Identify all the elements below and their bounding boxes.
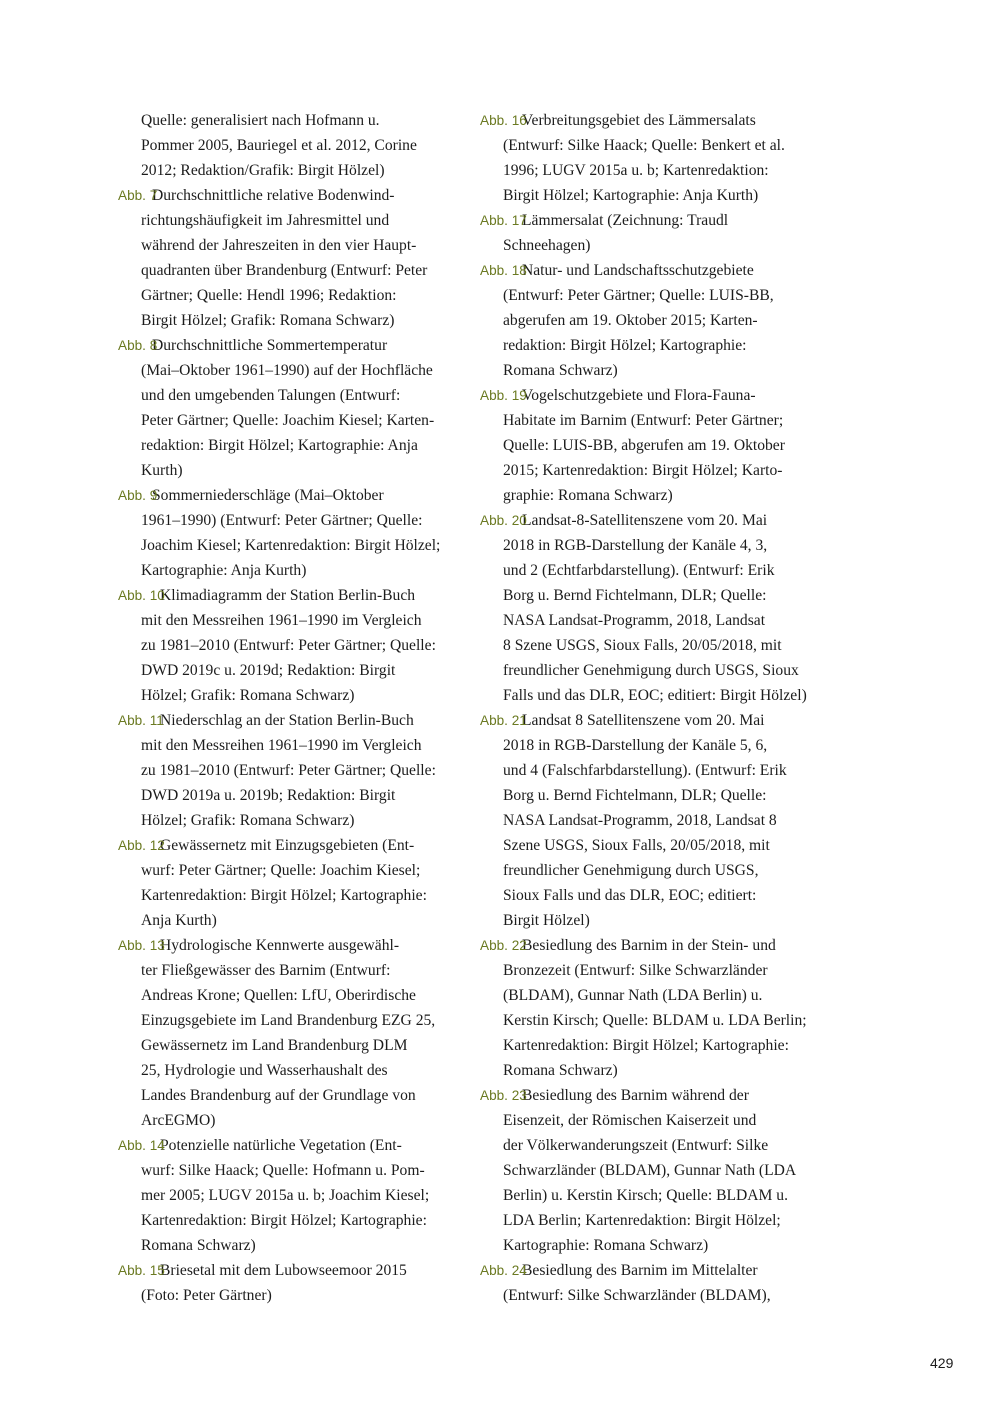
figure-label: Abb. 21 (480, 713, 527, 728)
caption-line: Landsat-8-Satellitenszene vom 20. Mai (522, 512, 768, 529)
caption-line: Szene USGS, Sioux Falls, 20/05/2018, mit (503, 837, 770, 854)
caption-line: während der Jahreszeiten in den vier Haupt- (141, 237, 417, 254)
caption-line: NASA Landsat-Programm, 2018, Landsat (503, 612, 766, 629)
caption-entry (480, 258, 825, 383)
caption-entry (118, 483, 463, 583)
caption-line: (Entwurf: Silke Schwarzländer (BLDAM), (503, 1287, 771, 1304)
caption-line: quadranten über Brandenburg (Entwurf: Peter (141, 262, 428, 279)
caption-entry (480, 383, 825, 508)
caption-line: abgerufen am 19. Oktober 2015; Karten- (503, 312, 758, 329)
caption-line: 8 Szene USGS, Sioux Falls, 20/05/2018, mit (503, 637, 782, 654)
caption-line: Quelle: LUIS-BB, abgerufen am 19. Oktober (503, 437, 785, 454)
figure-label: Abb. 24 (480, 1263, 527, 1278)
figure-label: Abb. 22 (480, 938, 527, 953)
figure-label: Abb. 13 (118, 938, 165, 953)
figure-label: Abb. 12 (118, 838, 165, 853)
caption-line: Kartographie: Anja Kurth) (141, 562, 307, 579)
figure-label: Abb. 19 (480, 388, 527, 403)
caption-line: der Völkerwanderungszeit (Entwurf: Silke (503, 1137, 769, 1154)
caption-line: Kartenredaktion: Birgit Hölzel; Kartographie: (503, 1037, 789, 1054)
caption-line: Sioux Falls und das DLR, EOC; editiert: (503, 887, 757, 904)
caption-entry (480, 1258, 825, 1308)
caption-line: ArcEGMO) (141, 1112, 216, 1129)
caption-line: Borg u. Bernd Fichtelmann, DLR; Quelle: (503, 787, 767, 804)
caption-line: Birgit Hölzel; Kartographie: Anja Kurth) (503, 187, 759, 204)
caption-line: Romana Schwarz) (141, 1237, 256, 1254)
caption-line: Anja Kurth) (141, 912, 217, 929)
figure-label: Abb. 11 (118, 713, 164, 728)
caption-line: NASA Landsat-Programm, 2018, Landsat 8 (503, 812, 777, 829)
caption-line: Besiedlung des Barnim in der Stein- und (522, 937, 776, 954)
caption-entry (480, 933, 825, 1083)
caption-line: Gewässernetz im Land Brandenburg DLM (141, 1037, 408, 1054)
figure-label: Abb. 16 (480, 113, 527, 128)
caption-entry (480, 108, 825, 208)
caption-line: und 2 (Echtfarbdarstellung). (Entwurf: Erik (503, 562, 775, 579)
caption-line: redaktion: Birgit Hölzel; Kartographie: Anja (141, 437, 418, 454)
caption-line: und 4 (Falschfarbdarstellung). (Entwurf: Erik (503, 762, 787, 779)
caption-line: Klimadiagramm der Station Berlin-Buch (160, 587, 416, 604)
caption-line: Berlin) u. Kerstin Kirsch; Quelle: BLDAM u. (503, 1187, 788, 1204)
caption-line: Natur- und Landschaftsschutzgebiete (522, 262, 754, 279)
page-number: 429 (930, 1355, 954, 1371)
caption-line: Andreas Krone; Quellen: LfU, Oberirdische (141, 987, 416, 1004)
caption-line: freundlicher Genehmigung durch USGS, Sioux (503, 662, 799, 679)
caption-line: wurf: Silke Haack; Quelle: Hofmann u. Pom- (141, 1162, 425, 1179)
caption-entry (118, 708, 463, 833)
caption-entry (118, 108, 463, 183)
figure-label: Abb. 14 (118, 1138, 165, 1153)
figure-label: Abb. 9 (118, 488, 158, 503)
caption-line: freundlicher Genehmigung durch USGS, (503, 862, 759, 879)
figure-label: Abb. 15 (118, 1263, 165, 1278)
caption-line: Einzugsgebiete im Land Brandenburg EZG 25, (141, 1012, 436, 1029)
caption-entry (118, 583, 463, 708)
caption-line: Briesetal mit dem Lubowseemoor 2015 (160, 1262, 407, 1279)
caption-line: Kurth) (141, 462, 183, 479)
caption-line: LDA Berlin; Kartenredaktion: Birgit Hölzel; (503, 1212, 781, 1229)
caption-line: 2018 in RGB-Darstellung der Kanäle 4, 3, (503, 537, 768, 554)
caption-line: Besiedlung des Barnim während der (522, 1087, 749, 1104)
caption-line: und den umgebenden Talungen (Entwurf: (141, 387, 401, 404)
caption-line: 2018 in RGB-Darstellung der Kanäle 5, 6, (503, 737, 768, 754)
caption-line: mer 2005; LUGV 2015a u. b; Joachim Kiesel; (141, 1187, 430, 1204)
caption-line: Besiedlung des Barnim im Mittelalter (522, 1262, 758, 1279)
figure-label: Abb. 7 (118, 188, 158, 203)
caption-line: wurf: Peter Gärtner; Quelle: Joachim Kiesel; (141, 862, 421, 879)
caption-line: 1996; LUGV 2015a u. b; Kartenredaktion: (503, 162, 769, 179)
caption-line: Pommer 2005, Bauriegel et al. 2012, Corine (141, 137, 417, 154)
caption-line: Durchschnittliche Sommertemperatur (152, 337, 388, 354)
caption-entry (480, 208, 825, 258)
caption-line: Kartenredaktion: Birgit Hölzel; Kartographie: (141, 887, 427, 904)
caption-line: Sommerniederschläge (Mai–Oktober (152, 487, 384, 504)
caption-line: 2012; Redaktion/Grafik: Birgit Hölzel) (141, 162, 385, 179)
figure-label: Abb. 23 (480, 1088, 527, 1103)
figure-label: Abb. 10 (118, 588, 165, 603)
caption-line: 1961–1990) (Entwurf: Peter Gärtner; Quelle: (141, 512, 423, 529)
right-column (480, 108, 825, 1308)
caption-line: Birgit Hölzel) (503, 912, 590, 929)
caption-line: Schwarzländer (BLDAM), Gunnar Nath (LDA (503, 1162, 797, 1179)
caption-line: Verbreitungsgebiet des Lämmersalats (522, 112, 756, 129)
caption-line: graphie: Romana Schwarz) (503, 487, 673, 504)
caption-line: Kartographie: Romana Schwarz) (503, 1237, 709, 1254)
caption-line: Durchschnittliche relative Bodenwind- (152, 187, 395, 204)
caption-line: Hydrologische Kennwerte ausgewähl- (160, 937, 400, 954)
caption-line: (Mai–Oktober 1961–1990) auf der Hochfläche (141, 362, 433, 379)
figure-label: Abb. 8 (118, 338, 158, 353)
caption-entry (118, 933, 463, 1133)
caption-line: Peter Gärtner; Quelle: Joachim Kiesel; Karten- (141, 412, 435, 429)
caption-line: Gewässernetz mit Einzugsgebieten (Ent- (160, 837, 415, 854)
caption-line: Landsat 8 Satellitenszene vom 20. Mai (522, 712, 765, 729)
caption-line: richtungshäufigkeit im Jahresmittel und (141, 212, 390, 229)
caption-line: DWD 2019c u. 2019d; Redaktion: Birgit (141, 662, 396, 679)
caption-line: zu 1981–2010 (Entwurf: Peter Gärtner; Quelle: (141, 762, 436, 779)
caption-line: (Entwurf: Silke Haack; Quelle: Benkert et al. (503, 137, 785, 154)
caption-line: Birgit Hölzel; Grafik: Romana Schwarz) (141, 312, 395, 329)
caption-entry (118, 333, 463, 483)
caption-line: Lämmersalat (Zeichnung: Traudl (522, 212, 729, 229)
caption-line: Gärtner; Quelle: Hendl 1996; Redaktion: (141, 287, 397, 304)
caption-entry (480, 708, 825, 933)
caption-line: (Foto: Peter Gärtner) (141, 1287, 272, 1304)
caption-line: redaktion: Birgit Hölzel; Kartographie: (503, 337, 747, 354)
caption-line: Romana Schwarz) (503, 1062, 618, 1079)
caption-line: 25, Hydrologie und Wasserhaushalt des (141, 1062, 388, 1079)
caption-line: zu 1981–2010 (Entwurf: Peter Gärtner; Quelle: (141, 637, 436, 654)
caption-line: ter Fließgewässer des Barnim (Entwurf: (141, 962, 391, 979)
caption-line: mit den Messreihen 1961–1990 im Vergleich (141, 612, 422, 629)
caption-entry (118, 833, 463, 933)
caption-line: Kerstin Kirsch; Quelle: BLDAM u. LDA Berlin; (503, 1012, 807, 1029)
caption-line: Quelle: generalisiert nach Hofmann u. (141, 112, 380, 129)
caption-entry (118, 1133, 463, 1258)
caption-line: Bronzezeit (Entwurf: Silke Schwarzländer (503, 962, 768, 979)
caption-line: Schneehagen) (503, 237, 591, 254)
caption-line: Falls und das DLR, EOC; editiert: Birgit Hölzel) (503, 687, 807, 704)
caption-line: Niederschlag an der Station Berlin-Buch (160, 712, 414, 729)
figure-label: Abb. 17 (480, 213, 527, 228)
caption-line: Habitate im Barnim (Entwurf: Peter Gärtner; (503, 412, 784, 429)
caption-line: Eisenzeit, der Römischen Kaiserzeit und (503, 1112, 757, 1129)
caption-line: mit den Messreihen 1961–1990 im Vergleich (141, 737, 422, 754)
figure-label: Abb. 18 (480, 263, 527, 278)
caption-line: Kartenredaktion: Birgit Hölzel; Kartographie: (141, 1212, 427, 1229)
left-column (118, 108, 463, 1308)
caption-line: DWD 2019a u. 2019b; Redaktion: Birgit (141, 787, 396, 804)
caption-line: 2015; Kartenredaktion: Birgit Hölzel; Karto- (503, 462, 783, 479)
caption-entry (480, 1083, 825, 1258)
caption-line: Romana Schwarz) (503, 362, 618, 379)
caption-line: Landes Brandenburg auf der Grundlage von (141, 1087, 416, 1104)
caption-line: (Entwurf: Peter Gärtner; Quelle: LUIS-BB, (503, 287, 774, 304)
caption-entry (118, 1258, 463, 1308)
caption-entry (118, 183, 463, 333)
caption-line: Potenzielle natürliche Vegetation (Ent- (160, 1137, 402, 1154)
figure-label: Abb. 20 (480, 513, 527, 528)
caption-line: Borg u. Bernd Fichtelmann, DLR; Quelle: (503, 587, 767, 604)
caption-entry (480, 508, 825, 708)
caption-line: Hölzel; Grafik: Romana Schwarz) (141, 812, 355, 829)
caption-line: Hölzel; Grafik: Romana Schwarz) (141, 687, 355, 704)
caption-line: Joachim Kiesel; Kartenredaktion: Birgit Hölzel; (141, 537, 441, 554)
caption-line: (BLDAM), Gunnar Nath (LDA Berlin) u. (503, 987, 763, 1004)
caption-line: Vogelschutzgebiete und Flora-Fauna- (522, 387, 756, 404)
